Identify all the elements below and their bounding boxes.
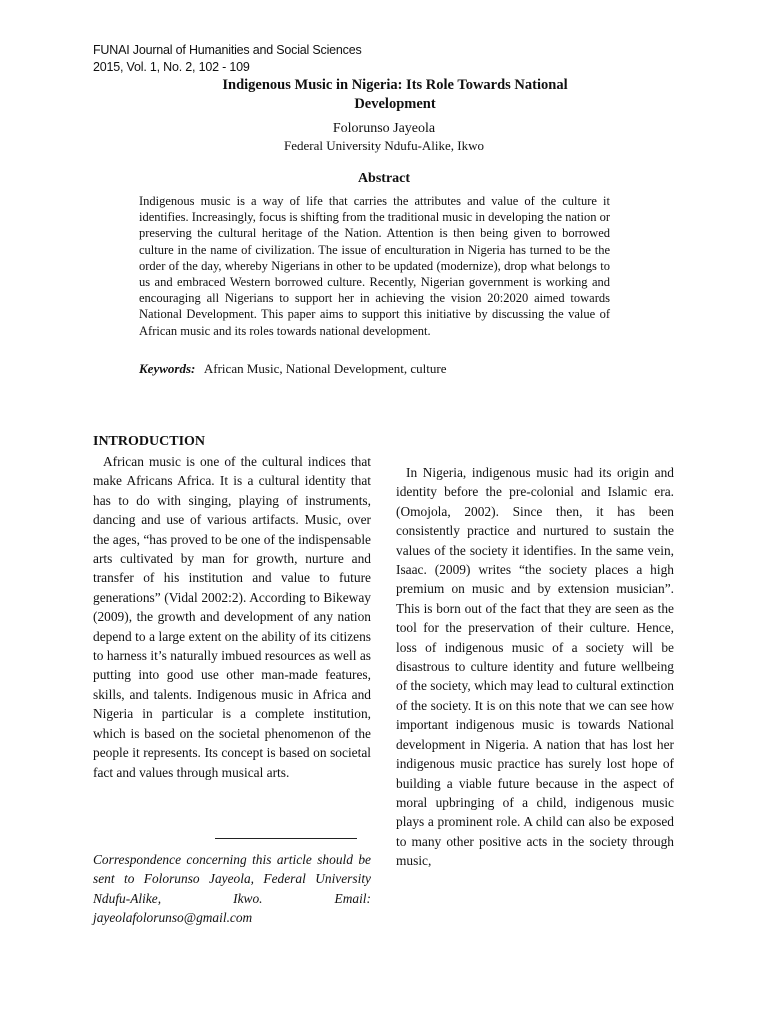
keywords-label: Keywords: — [139, 361, 196, 376]
paper-author: Folorunso Jayeola — [332, 121, 436, 136]
paper-title: Indigenous Music in Nigeria: Its Role Towards National Development — [222, 77, 568, 112]
journal-issue: 2015, Vol. 1, No. 2, 102 - 109 — [93, 60, 250, 74]
introduction-heading: INTRODUCTION — [93, 434, 206, 449]
journal-header — [93, 42, 362, 76]
abstract-text: Indigenous music is a way of life that carries the attributes and value of the culture it identifies. Increasingly, focus is shifting from the traditional music in developing the nation or preserving the cultural heritage of the Nation. Attention is then being given to borrowed culture in the name of civilization. The issue of enculturation in Nigeria has turned to be the order of the day, whereby Nigerians in other to be updated (modernize), drop what belongs to us and embraced Western borrowed culture. Recently, Nigerian government is working and encouraging all Nigerians to support her in achieving the vision 20:2020 aimed towards National Development. This paper aims to support this initiative by discussing the value of African music and its roles towards national development. — [139, 194, 610, 338]
journal-name: FUNAI Journal of Humanities and Social Sciences — [93, 43, 362, 57]
introduction-right-paragraph: In Nigeria, indigenous music had its origin and identity before the pre-colonial and Islamic era. (Omojola, 2002). Since then, it has been consistently practice and nurtured to sustain the values of the society it identifies. In the same vein, Isaac. (2009) writes “the society places a high premium on music and by extension musician”. This is born out of the fact that they are seen as the tool for the preservation of their culture. Hence, loss of indigenous music of a society will be disastrous to culture identity and future wellbeing of the society, which may lead to cultural extinction of the society. It is on this note that we can see how important indigenous music is towards National development in Nigeria. A nation that has lost her indigenous music practice has surely lost hope of building a viable future because in the aspect of moral upbringing of a child, indigenous music plays a prominent role. A child can also be exposed to many other positive acts in the society through music, — [396, 465, 674, 869]
keywords — [139, 360, 446, 377]
keywords-text: African Music, National Development, culture — [203, 361, 447, 376]
correspondence-note: Correspondence concerning this article should be sent to Folorunso Jayeola, Federal University Ndufu-Alike, Ikwo. Email: jayeolafolorunso@gmail.com — [93, 852, 371, 926]
footnote-divider — [215, 838, 357, 839]
introduction-left-paragraph: African music is one of the cultural indices that make Africans Africa. It is a cultural identity that has to do with singing, playing of instruments, dancing and use of various artifacts. Music, over the ages, “has proved to be one of the indispensable arts cultivated by man for growth, nurture and transfer of his institution and value to future generations” (Vidal 2002:2). According to Bikeway (2009), the growth and development of any nation depend to a large extent on the ability of its citizens to harness it’s naturally imbued resources as well as putting into good use other man-made features, skills, and talents. Indigenous music in Africa and Nigeria in particular is a complete institution, which is based on the societal phenomenon of the people it represents. Its concept is based on societal fact and values through musical arts. — [93, 454, 371, 780]
abstract-heading: Abstract — [357, 171, 411, 186]
author-affiliation: Federal University Ndufu-Alike, Ikwo — [283, 138, 484, 153]
